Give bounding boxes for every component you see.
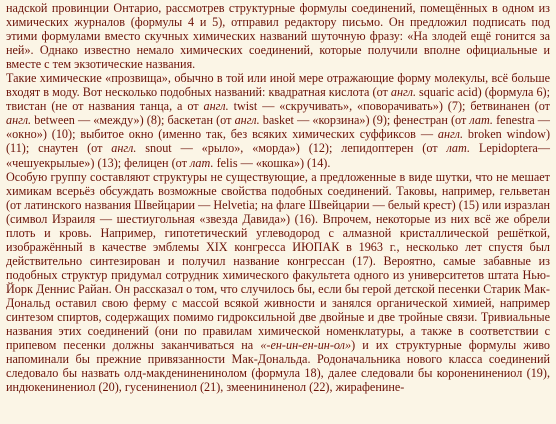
paragraph-3 <box>6 170 550 395</box>
paragraph-2 <box>6 71 550 169</box>
abbrev-engl: англ. <box>437 127 464 142</box>
paragraph-2-segment: twist — «скручивать», «поворачивать») (7); бетвинанен (от <box>228 99 550 114</box>
suffix-pattern: «-ен-ин-ен-ин-ол» <box>260 338 352 353</box>
abbrev-engl: англ. <box>111 141 137 156</box>
abbrev-engl: англ. <box>203 99 229 114</box>
paragraph-3-segment: ) и их структурные формулы живо напоминали бы прежние привязанности Мак-Дональда. Родоначальника нового класса соединений следовало бы назвать олд-макдениненинолом (формула 18), далее следовали бы короненинениол (19), индюкенинениол (20), гусенинениол (21), змеенининенол (22), жирафенине- <box>6 338 550 395</box>
paragraph-2-segment: Такие химические «прозвища», обычно в той или иной мере отражающие форму молекулы, всё больше входят в моду. Вот несколько подобных названий: квадратная кислота (от <box>6 71 550 100</box>
abbrev-engl: англ. <box>390 85 416 100</box>
abbrev-lat: лат. <box>469 113 493 128</box>
paragraph-2-segment: basket — «корзина») (9); фенестран (от <box>259 113 470 128</box>
abbrev-lat: лат. <box>446 141 471 156</box>
paragraph-3-segment: Особую группу составляют структуры не существующие, а предложенные в виде шутки, что не мешает химикам всерьёз обсуждать возможные свойства подобных соединений. Таковы, например, гельветан (от латинского названия Швейцарии — Helvetia; на флаге Швейцарии — белый крест) (15) или изразлан (символ Израиля — шестиугольная «звезда Давида») (16). Впрочем, некоторые из них всё же обрели плоть и кровь. Например, гипотетический углеводород с алмазной кристаллической решёткой, изображённый в качестве эмблемы XIX конгресса ИЮПАК в 1963 г., несколько лет спустя был действительно синтезирован и получил название конгрессан (17). Вероятно, самые забавные из подобных структур придумал сотрудник химического факультета одного из университетов штата Нью-Йорк Деннис Райан. Он рассказал о том, что случилось бы, если бы герой детской песенки Старик Мак-Дональд оставил свою ферму с массой всякой живности и занялся органической химией, например синтезом спиртов, содержащих помимо гидроксильной две двойные и две тройные связи. Тривиальные названия этих соединений (они по правилам химической номенклатуры, а также в соответствии с припевом песенки должны заканчиваться на <box>6 169 550 353</box>
paragraph-2-segment: broken window) (11); снаутен (от <box>6 127 551 156</box>
paragraph-2-segment: snout — «рыло», «морда») (12); лепидоптерен (от <box>136 141 447 156</box>
abbrev-lat: лат. <box>189 155 214 170</box>
abbrev-engl: англ. <box>6 113 32 128</box>
paragraph-2-segment: between — «между») (8); баскетан (от <box>31 113 235 128</box>
abbrev-engl: англ. <box>234 113 260 128</box>
paragraph-1 <box>6 1 550 71</box>
paragraph-2-segment: felis — «кошка») (14). <box>213 155 331 170</box>
paragraph-2-segment: squaric acid) (формула 6); твистан (не от названия танца, а от <box>6 85 551 114</box>
paragraph-2-segment: Lepidoptera— «чешуекрылые») (13); фелицен (от <box>6 141 550 170</box>
paragraph-1-text: надской провинции Онтарио, рассмотрев структурные формулы соединений, помещённых в одном из химических журналов (формулы 4 и 5), отправил редактору письмо. Он предложил подписать под этими формулами вместо скучных химических названий шуточную фразу: «На злодей ещё гонится за ней». Однако известно немало химических соединений, которые получили вполне официальные и вместе с тем экзотические названия. <box>6 1 550 72</box>
paragraph-2-segment: fenestra — «окно») (10); выбитое окно (именно так, без всяких химических суффиксов — <box>6 113 550 142</box>
